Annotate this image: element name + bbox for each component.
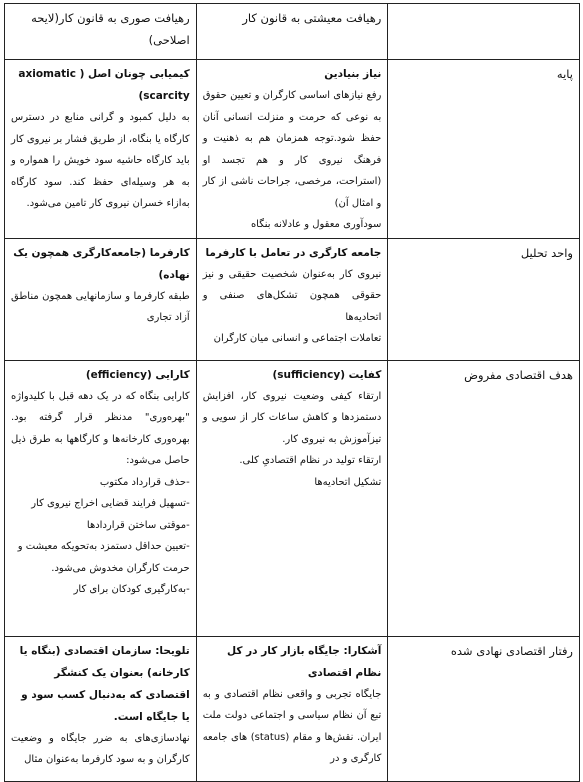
cell-extra: ارتقاء تولید در نظام اقتصادیِ کلی. xyxy=(239,455,382,466)
cell-heading: کیمیابی چونان اصل ( axiomatic xyxy=(18,68,190,80)
row-label: هدف اقتصادی مفروض xyxy=(388,360,580,636)
cell-livelihood xyxy=(196,238,388,360)
header-formal: رهیافت صوری به قانون کار(لایحه اصلاحی) xyxy=(5,4,197,60)
row-label: واحد تحلیل xyxy=(388,238,580,360)
cell-heading: آشکارا: جایگاه بازار کار در کل نظام اقتصادی xyxy=(226,644,382,679)
cell-heading: کارایی (efficiency) xyxy=(85,368,190,381)
cell-formal xyxy=(5,238,197,360)
cell-body: طبقه کارفرما و سازمانهایی همچون مناطق آزاد تجاری xyxy=(11,290,190,323)
cell-body: نهادسازی‌های به ضرر جایگاه و وضعیت کارگران و به سود کارفرما به‌عنوان مثال xyxy=(11,732,190,765)
row-label: پایه xyxy=(388,60,580,239)
table-row xyxy=(5,238,580,360)
cell-extra: سودآوری معقول و عادلانه بنگاه xyxy=(250,219,382,230)
cell-formal xyxy=(5,360,197,636)
cell-livelihood xyxy=(196,636,388,781)
list-item: -تسهیل فرایند قضایی اخراج نیروی کار xyxy=(31,498,190,509)
list-item: -حذف قرارداد مکتوب xyxy=(99,476,190,488)
cell-heading: تلویحا: سازمان اقتصادی (بنگاه یا کارخانه) بعنوان یک کنشگر اقتصادی که به‌دنبال کسب سود و یا جایگاه است. xyxy=(19,644,190,723)
header-row xyxy=(5,4,580,60)
list-item: -موقتی ساختن قراردادها xyxy=(86,519,190,531)
cell-heading: نیاز بنیادین xyxy=(324,68,382,80)
cell-body: رفع نیازهای اساسی کارگران و تعیین حقوق به نوعی که حرمت و منزلت انسانی آنان حفظ شود.توجه همزمان هم به ذهنیت و فرهنگ نیروی کار و هم تجسد او (استراحت، مرخصی، جراحات ناشی از کار و امثال آن) xyxy=(202,90,382,209)
header-corner-cell xyxy=(388,4,580,60)
cell-extra: تشکیل اتحادیه‌ها xyxy=(314,476,382,488)
cell-heading: کارفرما (جامعه‌کارگری همچون یک نهاده) xyxy=(13,246,190,281)
cell-body: کارایی بنگاه که در یک دهه قبل با کلیدواژه "بهره‌وری" مدنظر قرار گرفته بود. بهره‌وری کارخانه‌ها و کارگاهها به طرق ذیل حاصل می‌شود: xyxy=(11,390,190,466)
table-row xyxy=(5,360,580,636)
row-label: رفتار اقتصادی نهادی شده xyxy=(388,636,580,781)
cell-formal xyxy=(5,636,197,781)
comparison-table xyxy=(4,3,580,782)
cell-extra: تعاملات اجتماعی و انسانی میان کارگران xyxy=(213,333,382,344)
cell-livelihood xyxy=(196,60,388,239)
cell-formal xyxy=(5,60,197,239)
header-livelihood: رهیافت معیشتی به قانون کار xyxy=(196,4,388,60)
cell-body: نیروی کار به‌عنوان شخصیت حقیقی و نیز حقوقی همچون تشکل‌های صنفی و اتحادیه‌ها xyxy=(202,268,382,323)
cell-body: جایگاه تجربی و واقعی نظام اقتصادی و به تبع آن نظام سیاسی و اجتماعی دولت‌ ملت ایران. نقش‌ها و مقام (status) های جامعه کارگری و در xyxy=(202,688,382,764)
comparison-document xyxy=(4,3,580,775)
table-row xyxy=(5,60,580,239)
cell-heading: کفایت (sufficiency) xyxy=(272,368,382,381)
cell-heading-continued: scarcity) xyxy=(138,90,190,102)
cell-body: ارتقاء کیفی وضعیت نیروی کار، افزایش دستمزدها و کاهش ساعات کار از سویی و تیز‌آموزش به نیروی کار. xyxy=(202,390,382,445)
list-item: -به‌کارگیری کودکان برای کار xyxy=(73,584,190,595)
cell-livelihood xyxy=(196,360,388,636)
cell-heading: جامعه کارگری در تعامل با کارفرما xyxy=(205,246,382,259)
list-item: -تعیین حداقل دستمزد به‌تحویکه معیشت و حرمت کارگران مخدوش می‌شود. xyxy=(17,541,190,574)
table-row xyxy=(5,636,580,781)
cell-body: به دلیل کمبود و گرانی منابع در دسترس کارگاه یا بنگاه، از طریق فشار بر نیروی کار باید کارگاه حاشیه سود خویش را همواره و به هر وسیله‌ای حفظ کند. سود کارگاه به‌ازاء خسران نیروی کار تامین می‌شود. xyxy=(11,112,190,209)
